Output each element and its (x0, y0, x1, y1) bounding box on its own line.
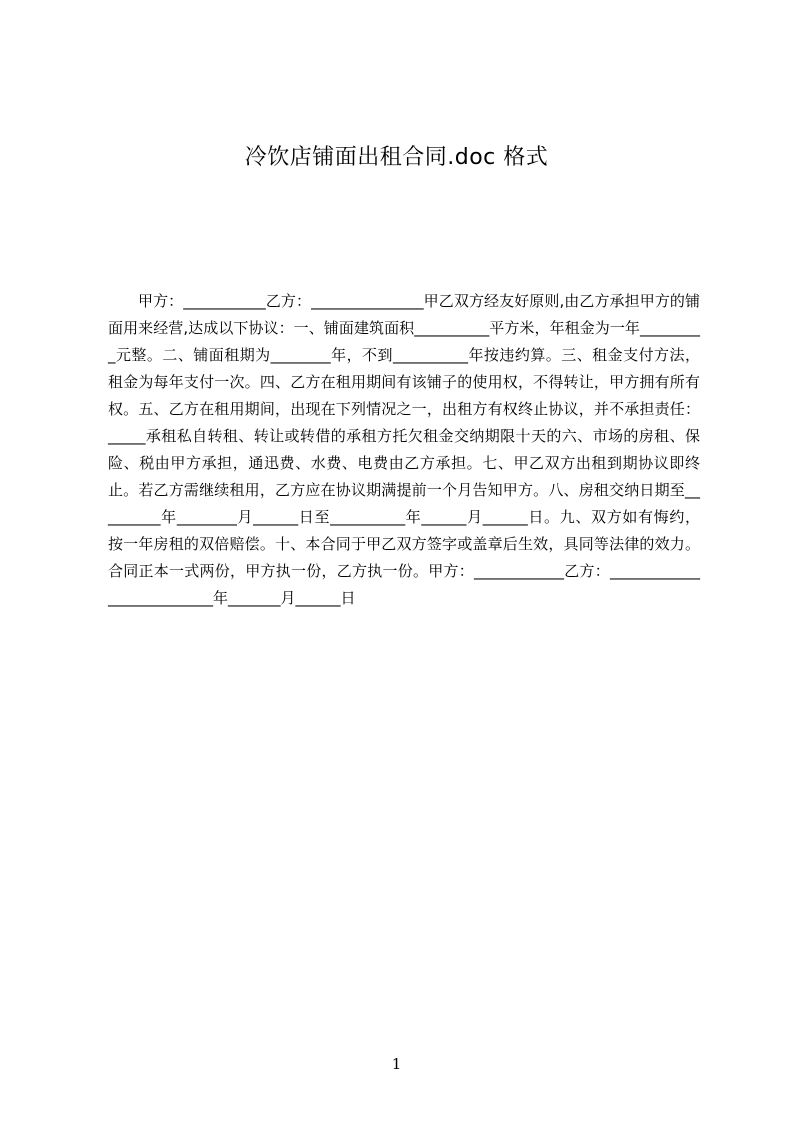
page-number: 1 (391, 1055, 402, 1073)
contract-body-text: 甲方：___________乙方：_______________甲乙双方经友好原则,由乙方承担甲方的铺面用来经营,达成以下协议：一、铺面建筑面积__________平方米，年租金为一年_________元整。二、铺面租期为________年，不到__________年按违约算。三、租金支付方法，租金为每年支付一次。四、乙方在租用期间有该铺子的使用权，不得转让，甲方拥有所有权。五、乙方在租用期间，出现在下列情况之一，出租方有权终止协议，并不承担责任：_____承租私自转租、转让或转借的承租方托欠租金交纳期限十天的六、市场的房租、保险、税由甲方承担，通迅费、水费、电费由乙方承担。七、甲乙双方出租到期协议即终止。若乙方需继续租用，乙方应在协议期满提前一个月告知甲方。八、房租交纳日期至_________年________月______日至__________年______月______日。九、双方如有悔约，按一年房租的双倍赔偿。十、本合同于甲乙双方签字或盖章后生效，具同等法律的效力。合同正本一式两份，甲方执一份，乙方执一份。甲方：____________乙方：__________________________年_______月______日 (108, 292, 700, 607)
document-title: 冷饮店铺面出租合同.doc 格式 (244, 145, 549, 170)
